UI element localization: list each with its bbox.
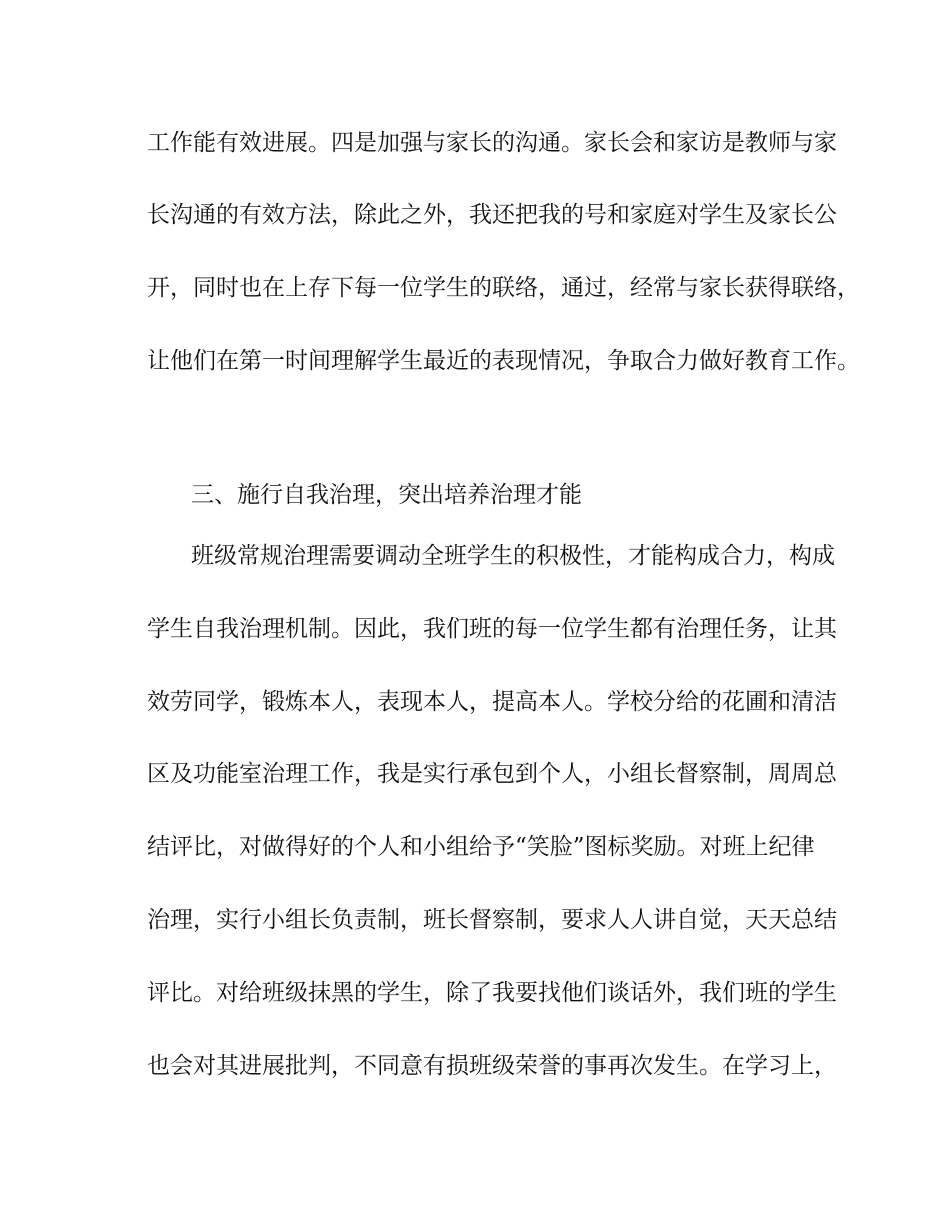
paragraph-line: 班级常规治理需要调动全班学生的积极性，才能构成合力，构成 bbox=[191, 543, 835, 569]
paragraph-line: 治理，实行小组长负责制，班长督察制，要求人人讲自觉，天天总结 bbox=[147, 907, 837, 933]
paragraph-line: 也会对其进展批判，不同意有损班级荣誉的事再次发生。在学习上， bbox=[147, 1053, 837, 1079]
paragraph-line: 结评比，对做得好的个人和小组给予“笑脸”图标奖励。对班上纪律 bbox=[147, 834, 815, 860]
paragraph-line: 工作能有效进展。四是加强与家长的沟通。家长会和家访是教师与家 bbox=[147, 130, 837, 156]
paragraph-line: 长沟通的有效方法，除此之外，我还把我的号和家庭对学生及家长公 bbox=[147, 202, 837, 228]
paragraph-line: 效劳同学，锻炼本人，表现本人，提高本人。学校分给的花圃和清洁 bbox=[147, 689, 837, 715]
paragraph-line: 让他们在第一时间理解学生最近的表现情况，争取合力做好教育工作。 bbox=[147, 348, 860, 374]
paragraph-line: 区及功能室治理工作，我是实行承包到个人，小组长督察制，周周总 bbox=[147, 761, 837, 787]
paragraph-line: 学生自我治理机制。因此，我们班的每一位学生都有治理任务，让其 bbox=[147, 616, 837, 642]
section-heading: 三、施行自我治理，突出培养治理才能 bbox=[191, 482, 582, 508]
paragraph-line: 开，同时也在上存下每一位学生的联络，通过，经常与家长获得联络， bbox=[147, 275, 860, 301]
paragraph-line: 评比。对给班级抹黑的学生，除了我要找他们谈话外，我们班的学生 bbox=[147, 980, 837, 1006]
